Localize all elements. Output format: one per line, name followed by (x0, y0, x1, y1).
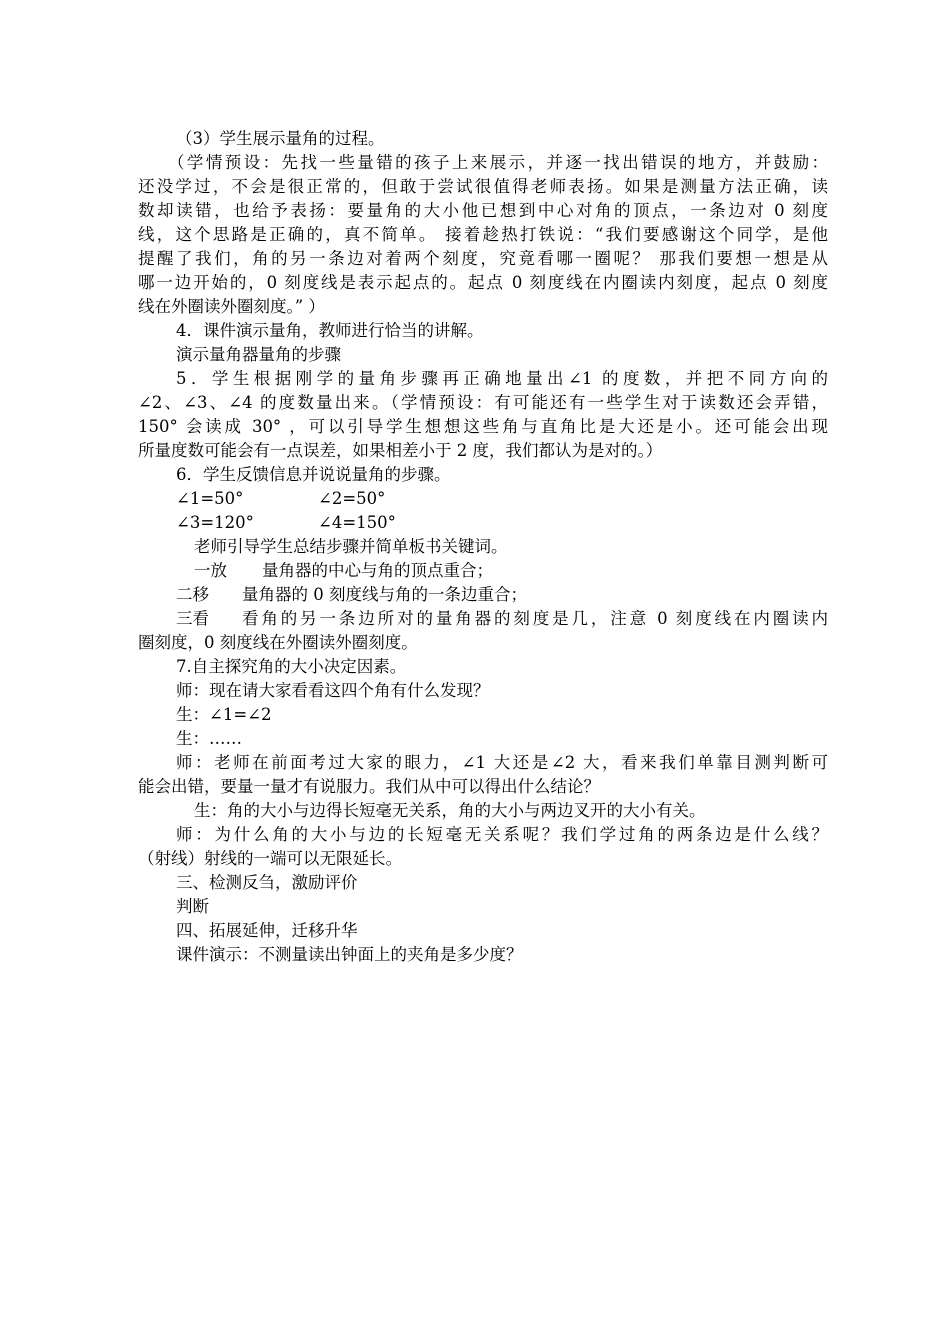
paragraph-line: （学情预设：先找一些量错的孩子上来展示，并逐一找出错误的地方，并鼓励： (168, 153, 828, 172)
step-text: 量角器的中心与角的顶点重合； (262, 561, 493, 580)
paragraph-line: 老师引导学生总结步骤并简单板书关键词。 (194, 537, 508, 556)
step-label: 三看 (176, 609, 209, 628)
angle-value: ∠1=50° (176, 489, 244, 508)
paragraph-line: ∠2、∠3、∠4 的度数量出来。（学情预设：有可能还有一些学生对于读数还会弄错， (138, 393, 828, 412)
dialogue-line: 生：∠1=∠2 (176, 705, 272, 724)
paragraph-line: 圈刻度，0 刻度线在外圈读外圈刻度。 (138, 633, 418, 652)
paragraph-line: 数却读错，也给予表扬：要量角的大小他已想到中心对角的顶点，一条边对 0 刻度 (138, 201, 828, 220)
step-label: 一放 (194, 561, 227, 580)
paragraph-line: 哪一边开始的，0 刻度线是表示起点的。起点 0 刻度线在内圈读内刻度，起点 0 刻度 (138, 273, 828, 292)
paragraph-line: 线在外圈读外圈刻度。” ） (138, 297, 325, 316)
dialogue-line: 师：老师在前面考过大家的眼力，∠1 大还是∠2 大，看来我们单靠目测判断可 (176, 753, 828, 772)
angle-value: ∠2=50° (318, 489, 386, 508)
paragraph-line: 课件演示：不测量读出钟面上的夹角是多少度？ (176, 945, 523, 964)
step-heading: 7.自主探究角的大小决定因素。 (176, 657, 407, 676)
step-text: 看角的另一条边所对的量角器的刻度是几，注意 0 刻度线在内圈读内 (242, 609, 828, 628)
paragraph-line: 所量度数可能会有一点误差，如果相差小于 2 度，我们都认为是对的。） (138, 441, 663, 460)
step-text: 量角器的 0 刻度线与角的一条边重合； (242, 585, 527, 604)
section-heading: 三、检测反刍，激励评价 (176, 873, 358, 892)
dialogue-line: 生：角的大小与边得长短毫无关系，角的大小与两边叉开的大小有关。 (194, 801, 706, 820)
dialogue-line: 师：现在请大家看看这四个角有什么发现？ (176, 681, 490, 700)
step-heading: 5．学生根据刚学的量角步骤再正确地量出∠1 的度数，并把不同方向的 (176, 369, 828, 388)
paragraph-line: 还没学过，不会是很正常的，但敢于尝试很值得老师表扬。如果是测量方法正确，读 (138, 177, 828, 196)
paragraph-line: （3）学生展示量角的过程。 (176, 129, 385, 148)
paragraph-line: 判断 (176, 897, 209, 916)
angle-value: ∠4=150° (318, 513, 396, 532)
step-heading: 4．课件演示量角，教师进行恰当的讲解。 (176, 321, 484, 340)
paragraph-line: 150° 会读成 30° ，可以引导学生想想这些角与直角比是大还是小。还可能会出现 (138, 417, 828, 436)
paragraph-line: （射线）射线的一端可以无限延长。 (138, 849, 402, 868)
paragraph-line: 线，这个思路是正确的，真不简单。 接着趁热打铁说：“我们要感谢这个同学，是他 (138, 225, 828, 244)
dialogue-line: 生：…… (176, 729, 242, 748)
angle-value: ∠3=120° (176, 513, 254, 532)
paragraph-line: 提醒了我们，角的另一条边对着两个刻度，究竟看哪一圈呢？ 那我们要想一想是从 (138, 249, 828, 268)
paragraph-line: 演示量角器量角的步骤 (176, 345, 341, 364)
paragraph-line: 能会出错，要量一量才有说服力。我们从中可以得出什么结论？ (138, 777, 600, 796)
step-label: 二移 (176, 585, 209, 604)
section-heading: 四、拓展延伸，迁移升华 (176, 921, 358, 940)
dialogue-line: 师：为什么角的大小与边的长短毫无关系呢？我们学过角的两条边是什么线？ (176, 825, 828, 844)
step-heading: 6．学生反馈信息并说说量角的步骤。 (176, 465, 451, 484)
